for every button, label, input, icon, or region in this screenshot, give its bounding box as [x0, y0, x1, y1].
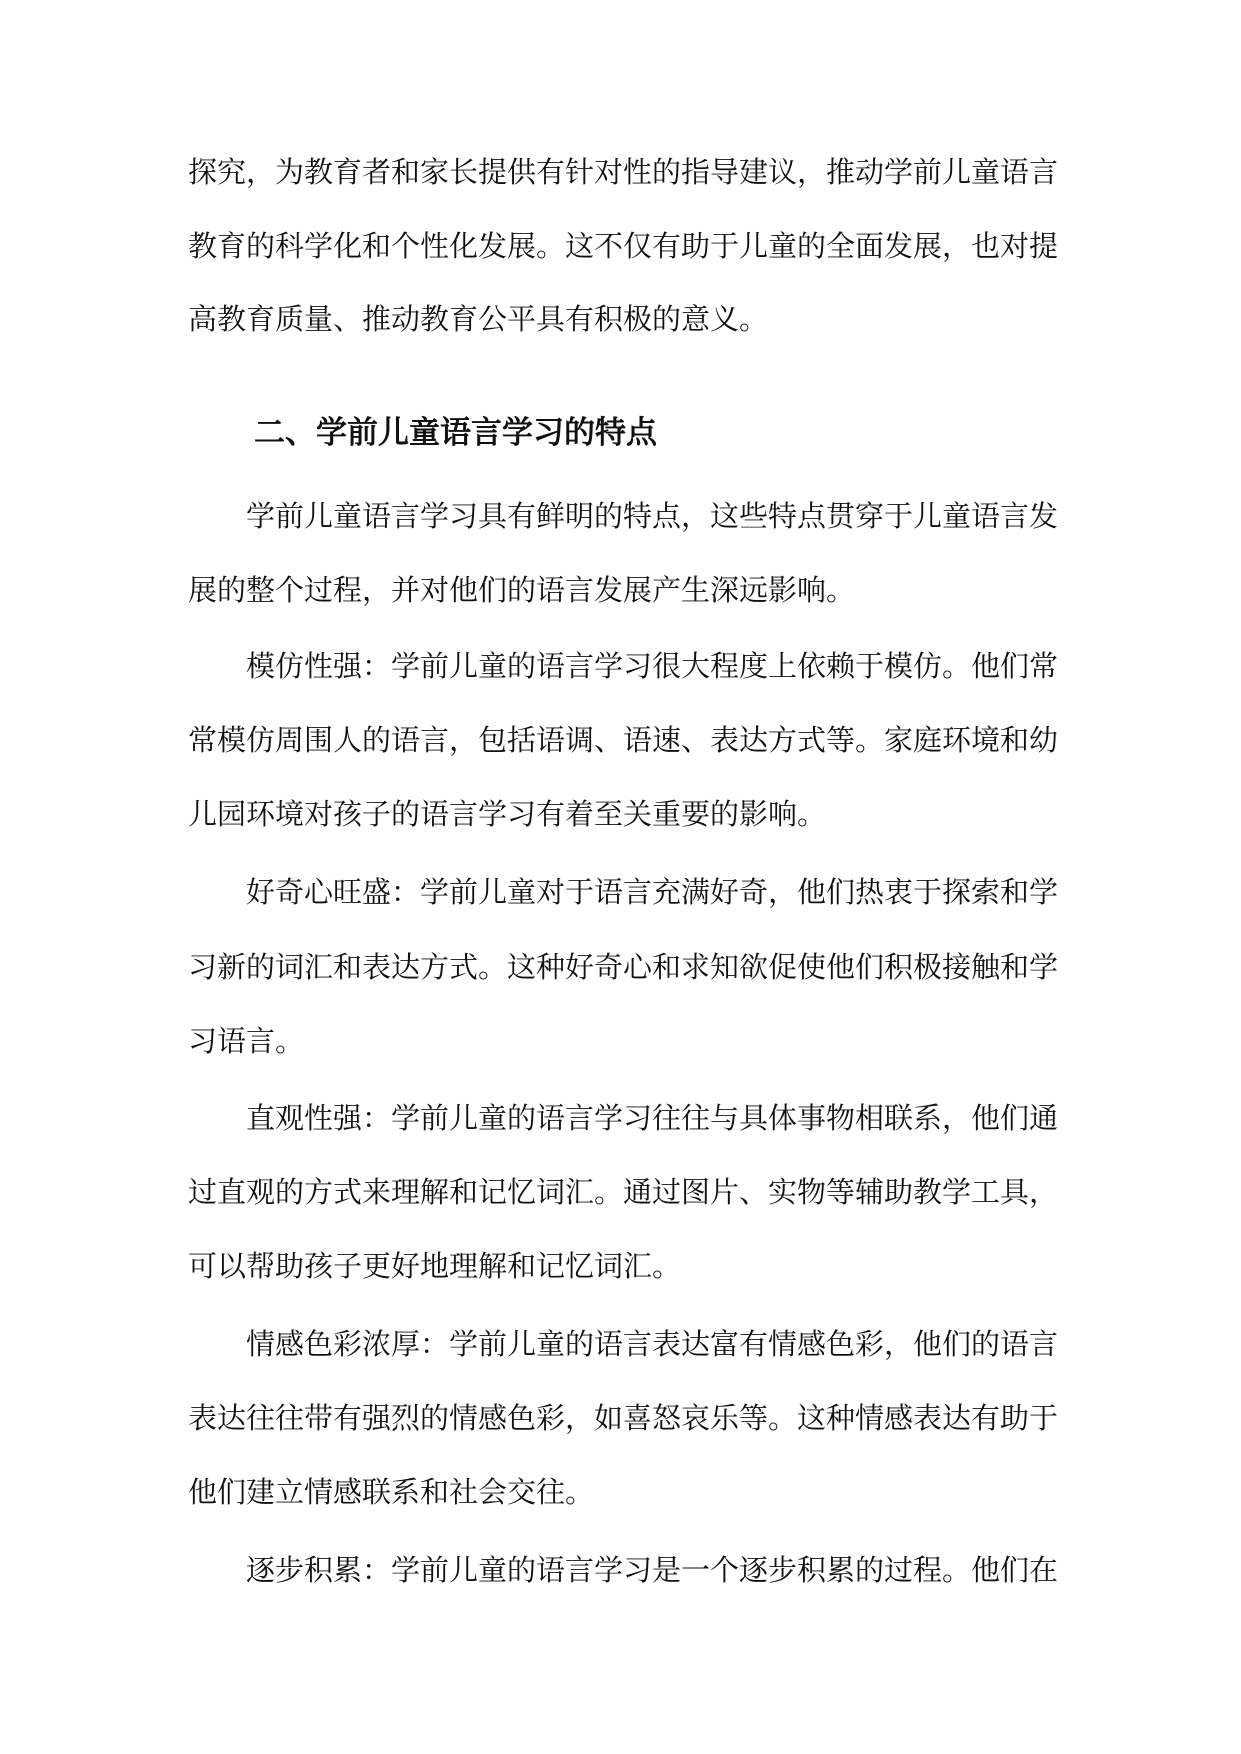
text-line: 好奇心旺盛：学前儿童对于语言充满好奇，他们热衷于探索和学	[246, 875, 1059, 909]
section-heading: 二、学前儿童语言学习的特点	[254, 415, 657, 451]
text-line: 可以帮助孩子更好地理解和记忆词汇。	[188, 1249, 682, 1283]
text-line: 情感色彩浓厚：学前儿童的语言表达富有情感色彩，他们的语言	[246, 1327, 1059, 1361]
text-line: 习新的词汇和表达方式。这种好奇心和求知欲促使他们积极接触和学	[188, 950, 1059, 984]
text-line: 教育的科学化和个性化发展。这不仅有助于儿童的全面发展，也对提	[188, 229, 1059, 263]
text-line: 表达往往带有强烈的情感色彩，如喜怒哀乐等。这种情感表达有助于	[188, 1401, 1059, 1435]
text-line: 展的整个过程，并对他们的语言发展产生深远影响。	[188, 573, 856, 607]
text-line: 探究，为教育者和家长提供有针对性的指导建议，推动学前儿童语言	[188, 155, 1059, 189]
text-line: 习语言。	[188, 1024, 305, 1058]
text-line: 学前儿童语言学习具有鲜明的特点，这些特点贯穿于儿童语言发	[246, 499, 1059, 533]
text-line: 直观性强：学前儿童的语言学习往往与具体事物相联系，他们通	[246, 1101, 1059, 1135]
text-line: 逐步积累：学前儿童的语言学习是一个逐步积累的过程。他们在	[246, 1553, 1059, 1587]
text-line: 儿园环境对孩子的语言学习有着至关重要的影响。	[188, 797, 827, 831]
text-line: 模仿性强：学前儿童的语言学习很大程度上依赖于模仿。他们常	[246, 649, 1059, 683]
text-line: 过直观的方式来理解和记忆词汇。通过图片、实物等辅助教学工具，	[188, 1175, 1059, 1209]
text-line: 常模仿周围人的语言，包括语调、语速、表达方式等。家庭环境和幼	[188, 723, 1059, 757]
text-line: 他们建立情感联系和社会交往。	[188, 1475, 595, 1509]
text-line: 高教育质量、推动教育公平具有积极的意义。	[188, 302, 769, 336]
